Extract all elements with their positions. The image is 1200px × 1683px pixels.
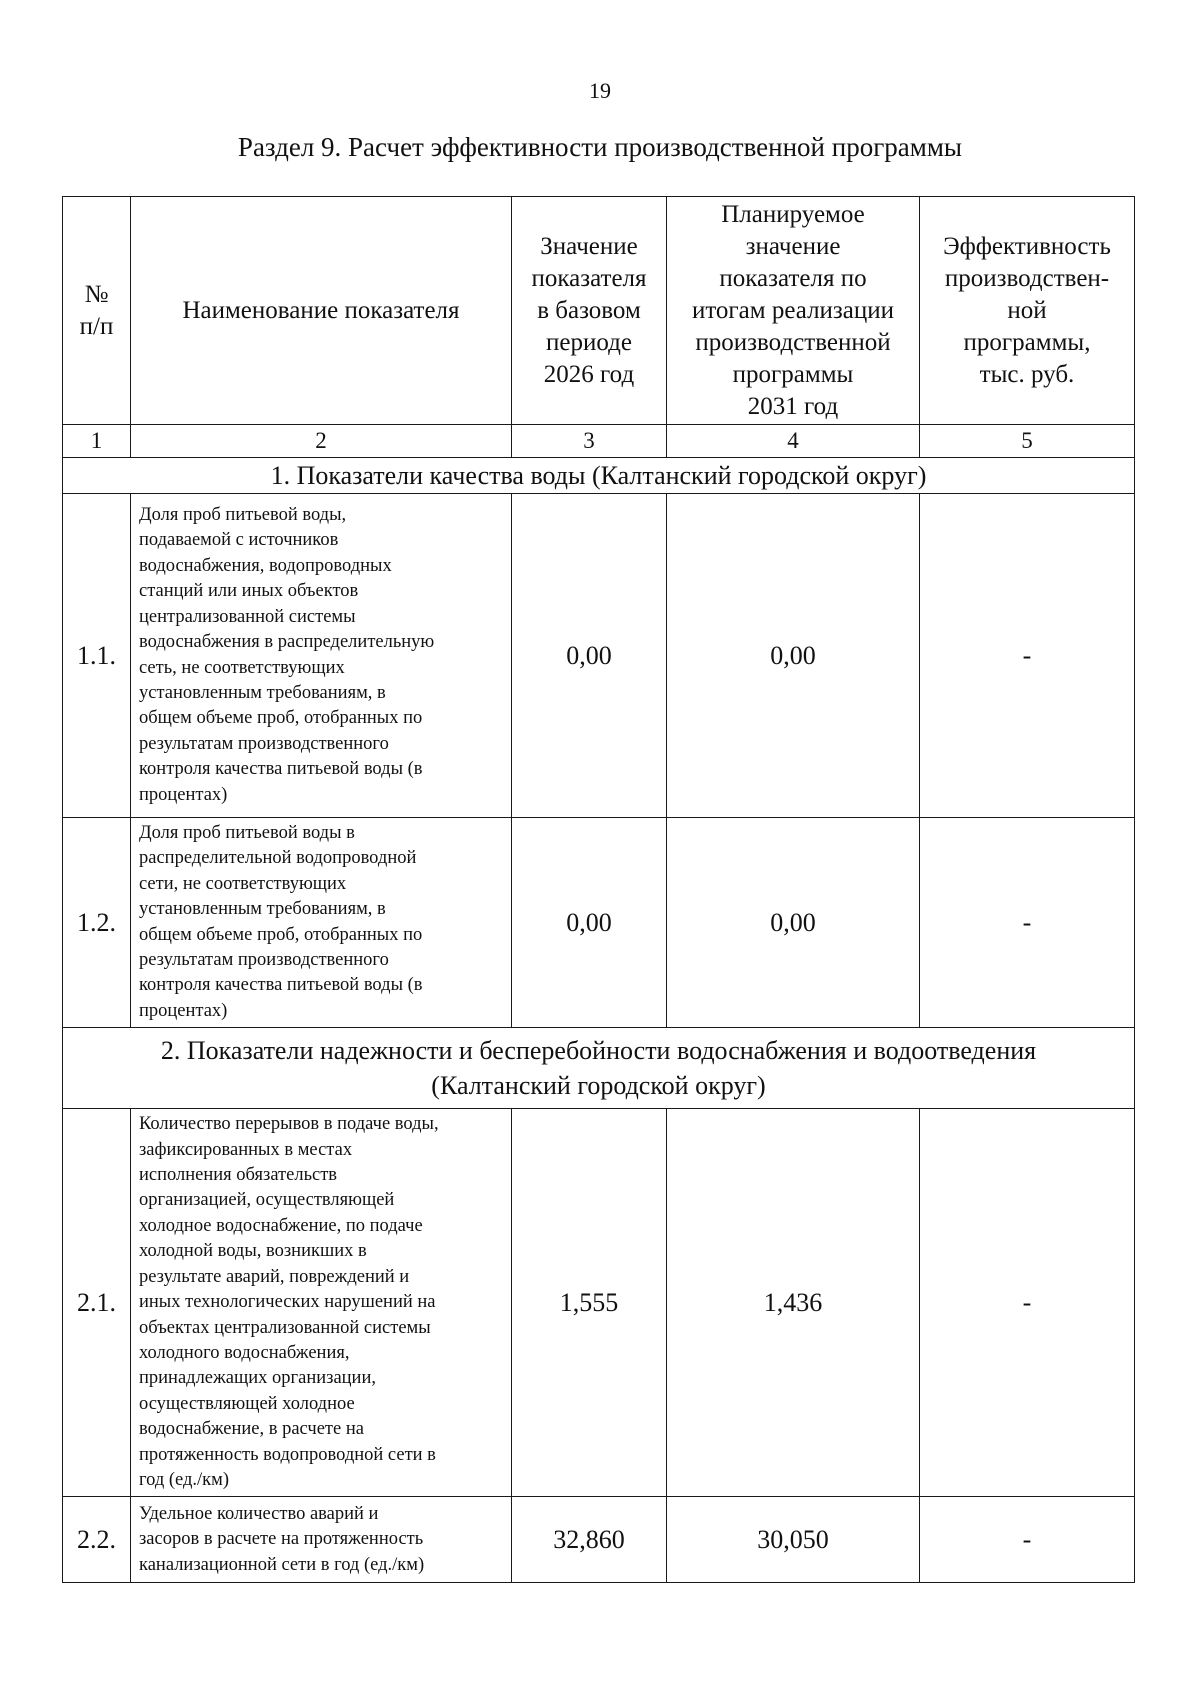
planned-value: 0,00: [667, 494, 920, 818]
row-number: 2.1.: [63, 1109, 131, 1497]
header-number: № п/п: [63, 197, 131, 425]
efficiency-value: -: [920, 1497, 1135, 1583]
column-number: 3: [512, 425, 667, 458]
table-row: [63, 1497, 1135, 1583]
base-value: 0,00: [512, 494, 667, 818]
planned-value: 1,436: [667, 1109, 920, 1497]
row-number: 1.1.: [63, 494, 131, 818]
page-number: 19: [589, 78, 611, 103]
planned-value: 0,00: [667, 818, 920, 1028]
row-number: 2.2.: [63, 1497, 131, 1583]
header-base-value: Значение показателя в базовом периоде 2026 год: [512, 197, 667, 425]
indicator-name: Доля проб питьевой воды в распределительной водопроводной сети, не соответствующих установленным требованиям, в общем объеме проб, отобранных по результатам производственного контроля качества питьевой воды (в процентах): [131, 818, 512, 1028]
page-title: Раздел 9. Расчет эффективности производственной программы: [237, 132, 963, 162]
table-header-row: [63, 197, 1135, 425]
column-numbers-row: [63, 425, 1135, 458]
indicator-name: Доля проб питьевой воды, подаваемой с источников водоснабжения, водопроводных станций или иных объектов централизованной системы водоснабжения в распределительную сеть, не соответствующих установленным требованиям, в общем объеме проб, отобранных по результатам производственного контроля качества питьевой воды (в процентах): [131, 494, 512, 818]
row-number: 1.2.: [63, 818, 131, 1028]
base-value: 0,00: [512, 818, 667, 1028]
efficiency-table: [62, 196, 1135, 1583]
table-row: [63, 1109, 1135, 1497]
efficiency-value: -: [920, 494, 1135, 818]
header-efficiency: Эффективность производствен- ной программы, тыс. руб.: [920, 197, 1135, 425]
section-row: [63, 458, 1135, 494]
section-title: 1. Показатели качества воды (Калтанский городской округ): [63, 458, 1135, 494]
indicator-name: Удельное количество аварий и засоров в расчете на протяженность канализационной сети в год (ед./км): [131, 1497, 512, 1583]
efficiency-value: -: [920, 818, 1135, 1028]
column-number: 5: [920, 425, 1135, 458]
base-value: 32,860: [512, 1497, 667, 1583]
table-row: [63, 818, 1135, 1028]
section-title: 2. Показатели надежности и бесперебойности водоснабжения и водоотведения (Калтанский городской округ): [63, 1028, 1135, 1109]
header-indicator-name: Наименование показателя: [131, 197, 512, 425]
table-row: [63, 494, 1135, 818]
column-number: 1: [63, 425, 131, 458]
efficiency-value: -: [920, 1109, 1135, 1497]
column-number: 2: [131, 425, 512, 458]
base-value: 1,555: [512, 1109, 667, 1497]
column-number: 4: [667, 425, 920, 458]
planned-value: 30,050: [667, 1497, 920, 1583]
header-planned-value: Планируемое значение показателя по итогам реализации производственной программы 2031 год: [667, 197, 920, 425]
section-row: [63, 1028, 1135, 1109]
indicator-name: Количество перерывов в подаче воды, зафиксированных в местах исполнения обязательств организацией, осуществляющей холодное водоснабжение, по подаче холодной воды, возникших в результате аварий, повреждений и иных технологических нарушений на объектах централизованной системы холодного водоснабжения, принадлежащих организации, осуществляющей холодное водоснабжение, в расчете на протяженность водопроводной сети в год (ед./км): [131, 1109, 512, 1497]
